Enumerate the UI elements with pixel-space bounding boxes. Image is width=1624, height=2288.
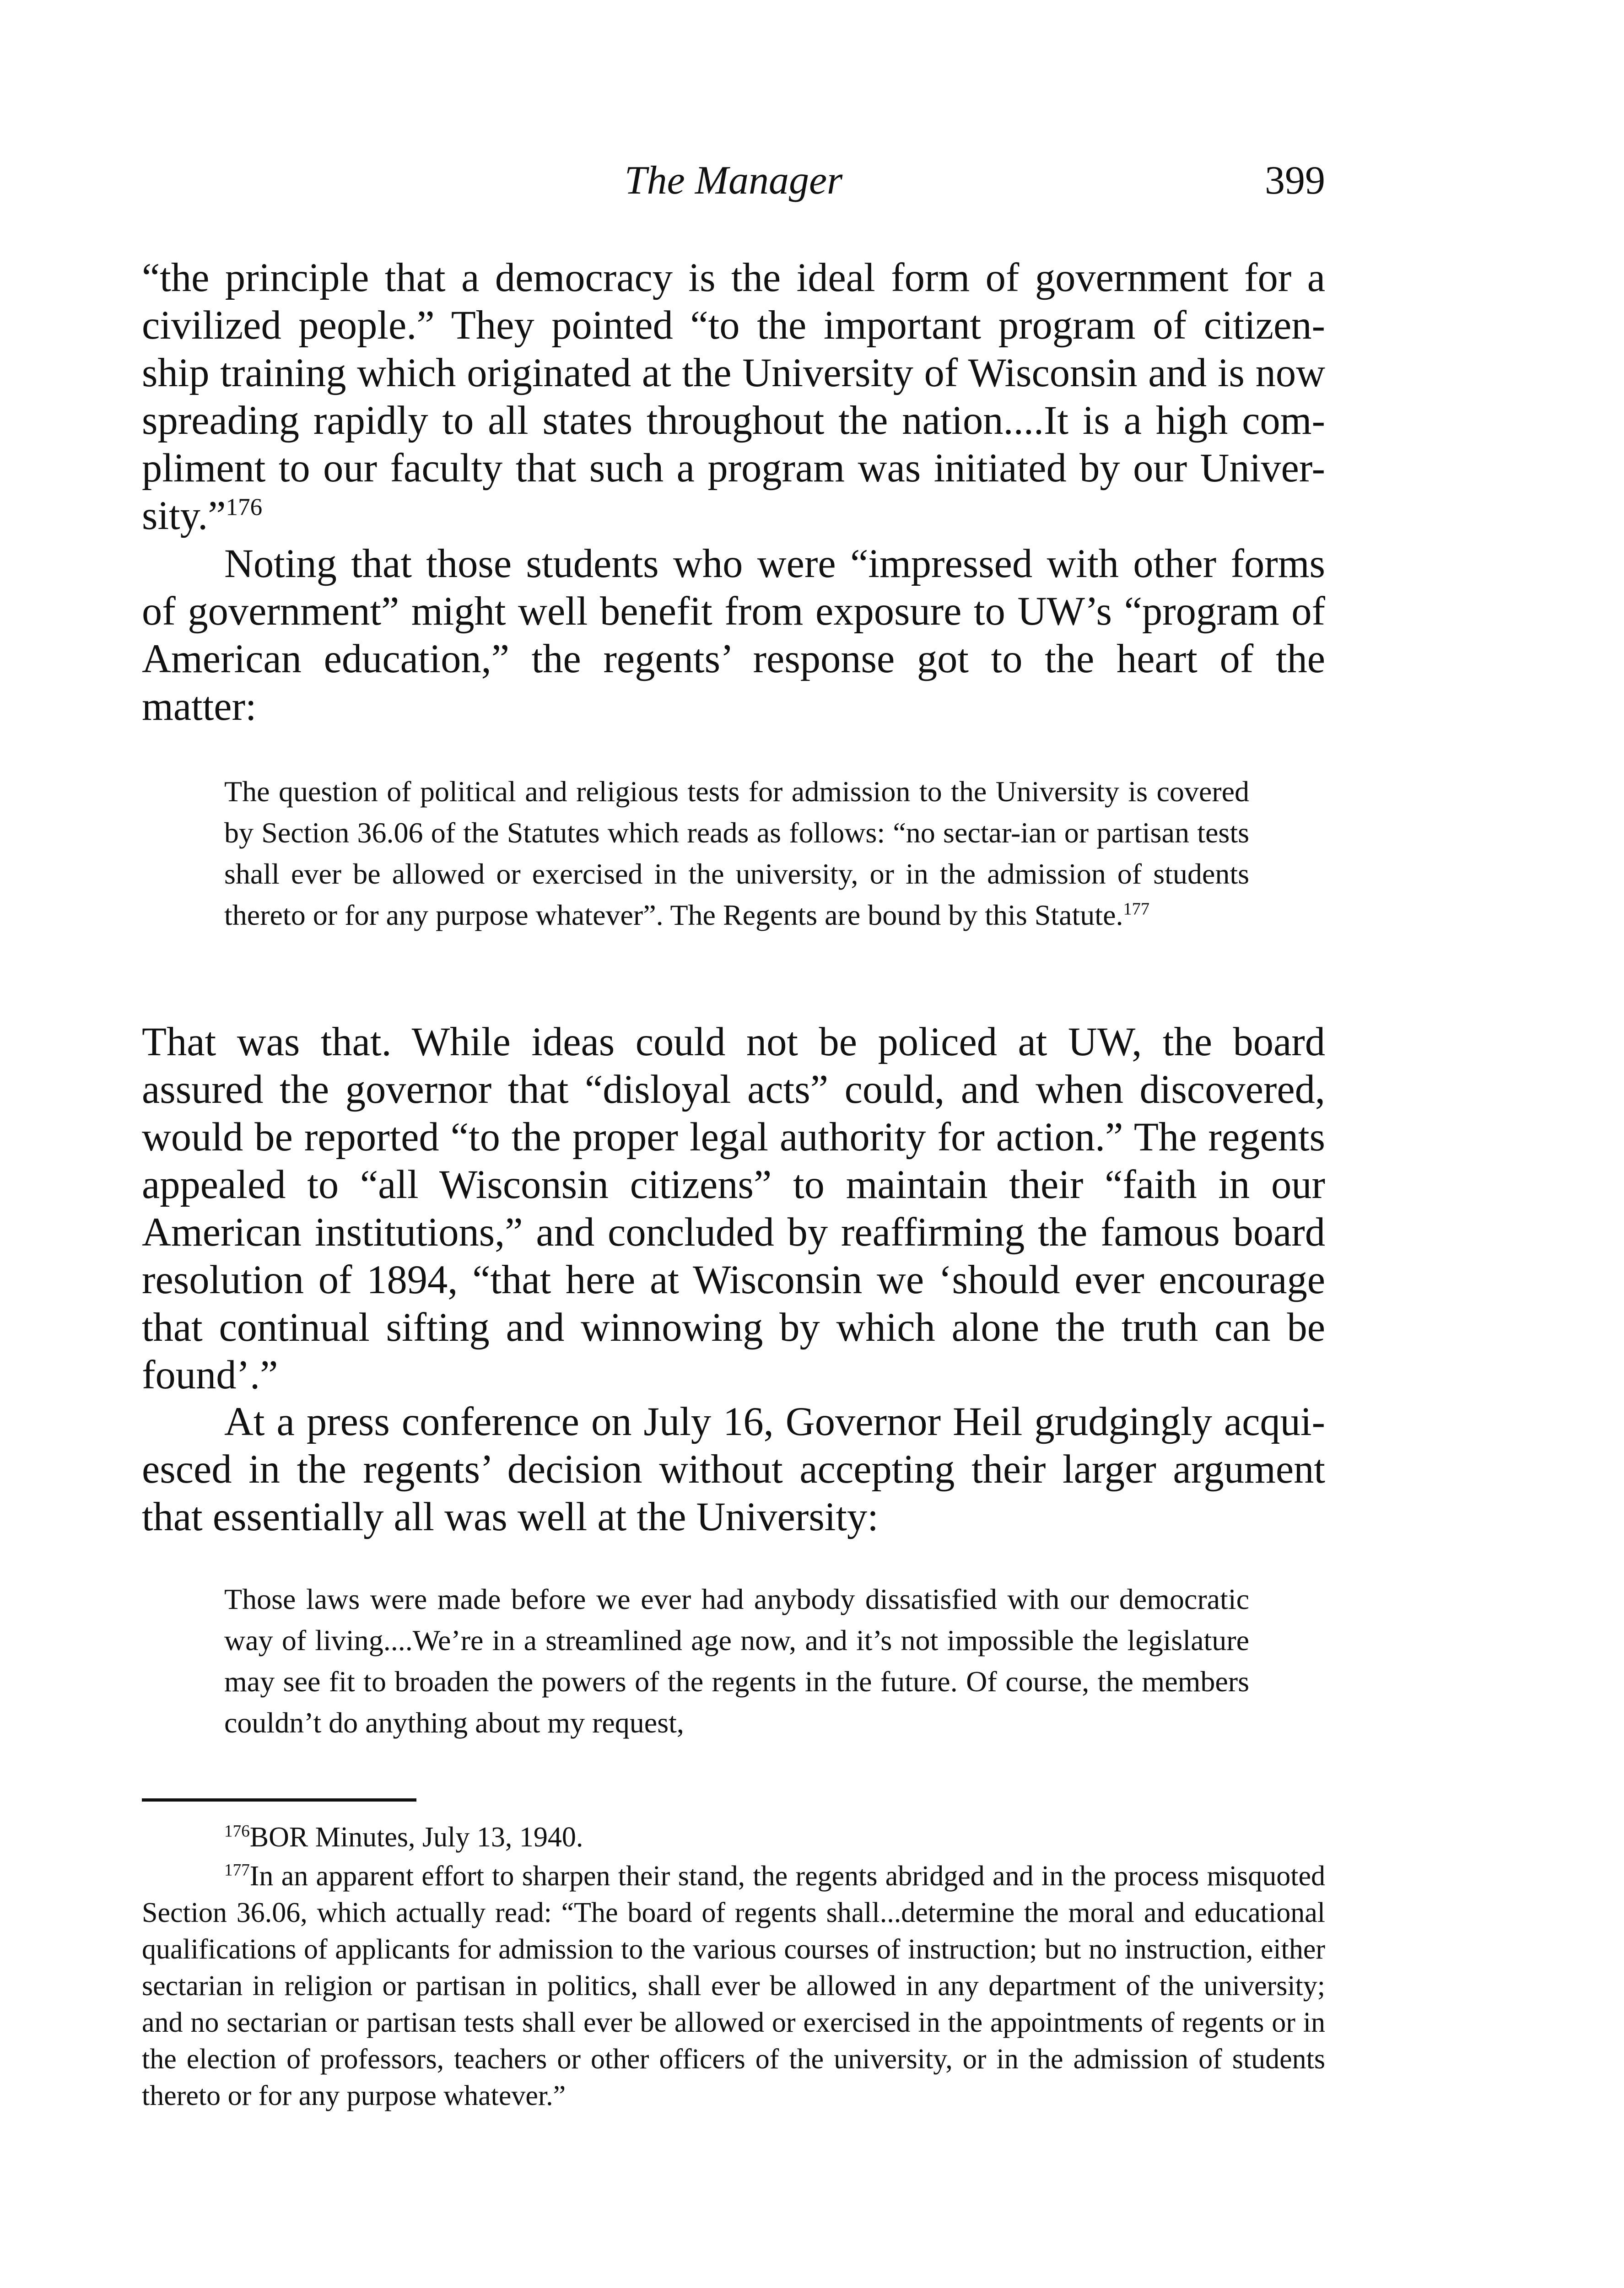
block-quote-statute [224,771,1249,936]
paragraph-2: Noting that those students who were “impressed with other forms of government” might well benefit from exposure to UW’s “program of American education,” the regents’ response got to the heart of the matter: [142,541,1325,729]
paragraph-1 [142,254,1325,540]
running-title: The Manager [624,158,843,203]
footnote-ref-177: 177 [1123,899,1150,919]
footnote-176 [142,1819,1325,1856]
footnote-176-text: BOR Minutes, July 13, 1940. [249,1822,583,1853]
footnote-ref-176: 176 [226,494,263,521]
footnote-177 [142,1858,1325,2114]
paragraph-4: At a press conference on July 16, Governor Heil grudgingly acqui-esced in the regents’ decision without accepting their larger argument that essentially all was well at the University: [142,1399,1325,1539]
footnote-separator [142,1798,416,1802]
footnote-176-number: 176 [224,1822,250,1841]
page-number: 399 [1265,158,1325,203]
page-header [142,153,1325,208]
paragraph-3: That was that. While ideas could not be policed at UW, the board assured the governor that “disloyal acts” could, and when discovered, would be reported “to the proper legal authority for action.” The regents appealed to “all Wisconsin citizens” to maintain their “faith in our American institutions,” and concluded by reaffirming the famous board resolution of 1894, “that here at Wisconsin we ‘should ever encourage that continual sifting and winnowing by which alone the truth can be found’.” [142,1020,1325,1398]
footnote-177-text: In an apparent effort to sharpen their stand, the regents abridged and in the process misquoted Section 36.06, which actually read: “The board of regents shall...determine the moral and educational qualifications of applicants for admission to the various courses of instruction; but no instruction, either sectarian in religion or partisan in politics, shall ever be allowed in any department of the university; and no sectarian or partisan tests shall ever be allowed or exercised in the appointments of regents or in the election of professors, teachers or other officers of the university, or in the admission of students thereto or for any purpose whatever.” [142,1861,1325,2111]
paragraph-1-text: “the principle that a democracy is the ideal form of government for a civilized people.” They pointed “to the important program of citizen-ship training which originated at the University of Wisconsin and is now spreading rapidly to all states throughout the nation....It is a high com-pliment to our faculty that such a program was initiated by our Univer-sity.” [142,255,1325,538]
block-quote-statute-text: The question of political and religious tests for admission to the University is covered by Section 36.06 of the Statutes which reads as follows: “no sectar-ian or partisan tests shall ever be allowed or exercised in the university, or in the admission of students thereto or for any purpose whatever”. The Regents are bound by this Statute. [224,775,1249,931]
block-quote-governor: Those laws were made before we ever had anybody dissatisfied with our democratic way of living....We’re in a streamlined age now, and it’s not impossible the legislature may see fit to broaden the powers of the regents in the future. Of course, the members couldn’t do anything about my request, [224,1583,1249,1739]
footnote-177-number: 177 [224,1861,250,1880]
